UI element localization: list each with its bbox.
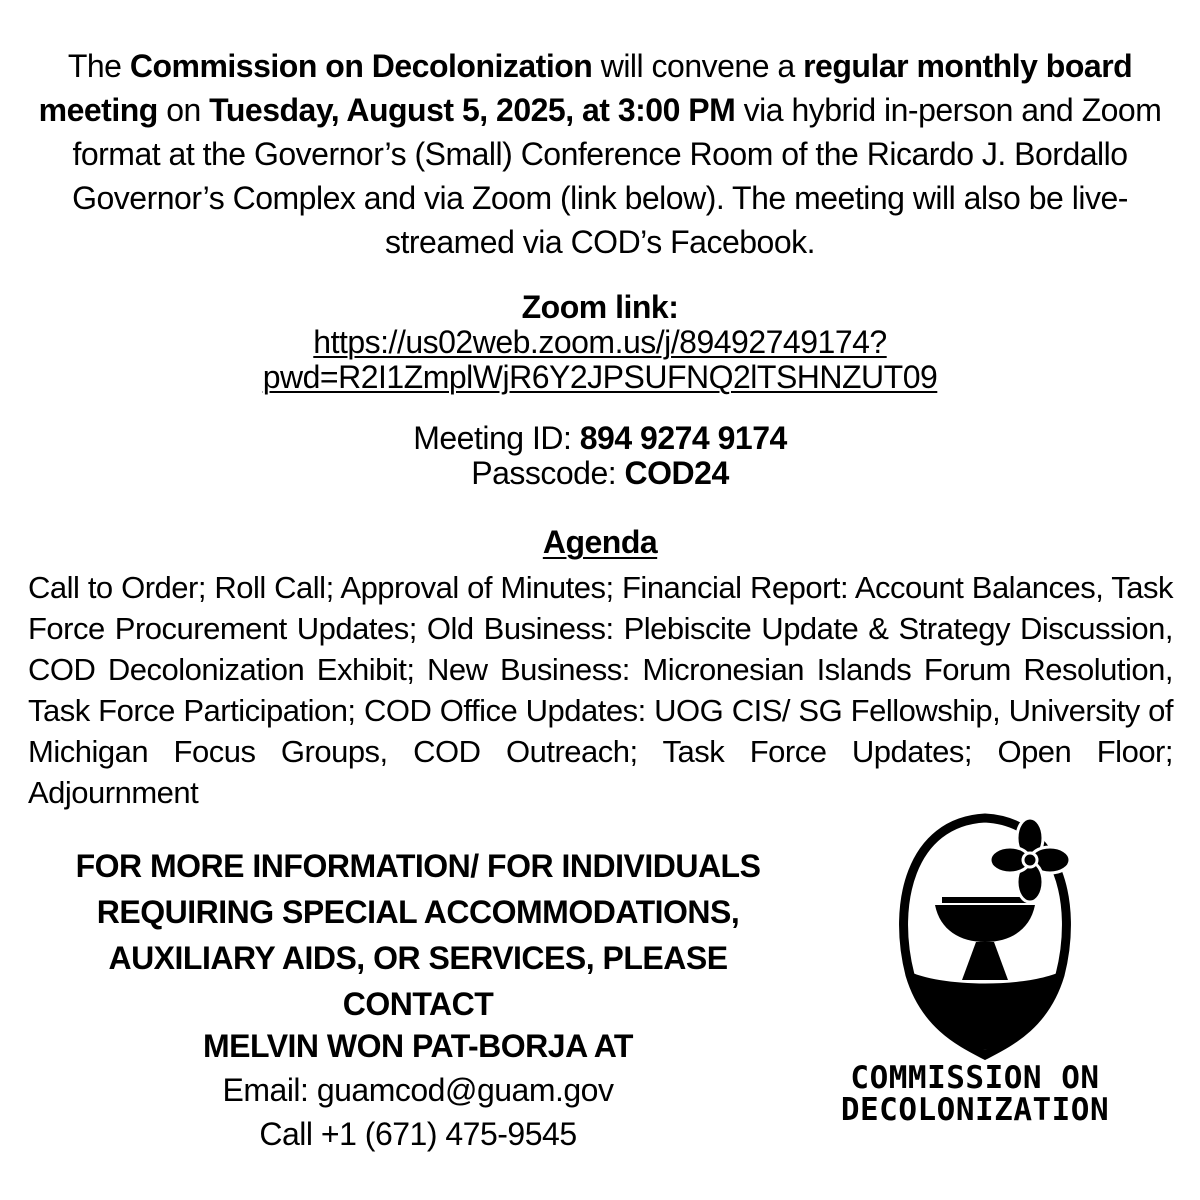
contact-line: AUXILIARY AIDS, OR SERVICES, PLEASE	[108, 940, 728, 976]
logo-wordmark	[822, 1062, 1128, 1126]
meeting-id-row	[100, 421, 1100, 456]
intro-text: on	[157, 92, 210, 128]
meeting-id-value: 894 9274 9174	[579, 420, 787, 456]
passcode-value: COD24	[624, 455, 729, 491]
meeting-announcement	[20, 44, 1180, 264]
contact-name: MELVIN WON PAT-BORJA AT	[203, 1028, 633, 1064]
contact-line: CONTACT	[342, 986, 494, 1022]
logo-text-line1: COMMISSION ON	[850, 1060, 1100, 1096]
organization-name: Commission on Decolonization	[129, 48, 593, 84]
contact-line: REQUIRING SPECIAL ACCOMMODATIONS,	[96, 894, 740, 930]
logo-text-line2: DECOLONIZATION	[840, 1092, 1110, 1128]
contact-email[interactable]: Email: guamcod@guam.gov	[222, 1072, 614, 1108]
zoom-link[interactable]	[263, 324, 938, 395]
contact-phone[interactable]: Call +1 (671) 475-9545	[259, 1116, 577, 1152]
intro-text: will convene a	[592, 48, 804, 84]
latte-stone-seal-icon	[880, 810, 1090, 1060]
zoom-heading: Zoom link:	[521, 289, 679, 325]
passcode-row	[100, 456, 1100, 491]
zoom-section	[100, 290, 1100, 395]
meeting-id-label: Meeting ID:	[413, 420, 580, 456]
agenda-heading	[100, 524, 1100, 560]
agenda-text: Call to Order; Roll Call; Approval of Minutes; Financial Report: Account Balances, Task Force Procurement Updates; Old Business: Plebiscite Update & Strategy Discussion, COD Decolonization Exhibit; New Business: Micronesian Islands Forum Resolution, Task Force Participation; COD Office Updates: UOG CIS/ SG Fellowship, University of Michigan Focus Groups, COD Outreach; Task Force Updates; Open Floor; Adjournment	[28, 570, 1173, 810]
contact-details	[18, 1024, 818, 1156]
passcode-label: Passcode:	[471, 455, 625, 491]
meeting-datetime: Tuesday, August 5, 2025, at 3:00 PM	[209, 92, 736, 128]
meeting-credentials	[100, 421, 1100, 491]
agenda-heading-text: Agenda	[542, 524, 658, 560]
contact-notice	[18, 843, 818, 1027]
meeting-type: regular monthly board meeting	[38, 48, 1133, 128]
intro-text: The	[67, 48, 130, 84]
contact-line: FOR MORE INFORMATION/ FOR INDIVIDUALS	[75, 848, 761, 884]
intro-text: via hybrid in-person and Zoom format at the Governor’s (Small) Conference Room of the Ricardo J. Bordallo Governor’s Complex and via Zoom (link below). The meeting will also be live-streamed via COD’s Facebook.	[72, 92, 1162, 260]
zoom-link-line1[interactable]: https://us02web.zoom.us/j/89492749174?	[313, 324, 887, 360]
zoom-link-line2[interactable]: pwd=R2I1ZmplWjR6Y2JPSUFNQ2lTSHNZUT09	[262, 359, 938, 395]
